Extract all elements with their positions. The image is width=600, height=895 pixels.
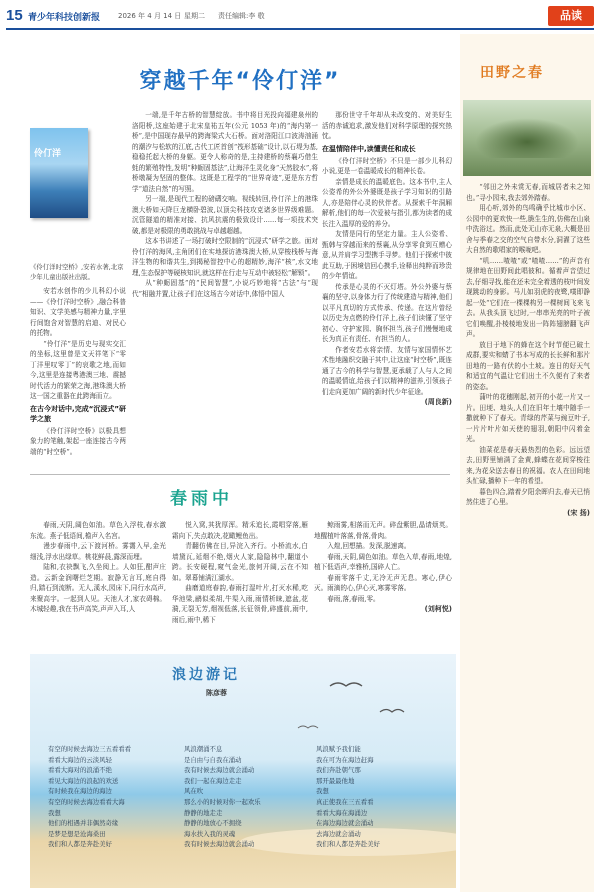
article4-title: 田野之春	[480, 65, 544, 81]
paragraph: 《伶仃洋时空桥》不只是一部少儿科幻小说,更是一卷温暖成长的精神长卷。	[322, 156, 452, 175]
article1-column-2	[132, 110, 318, 470]
paragraph: 安若水创作的少儿科幻小说——《伶仃洋时空桥》,融合科普知识、文学美感与精神力量,字里行间饱含对智慧的启迪、对民心的托物。	[30, 287, 126, 337]
poem-column-3	[316, 744, 380, 850]
poem-line: 我们奔赴朝气那	[316, 766, 361, 775]
article2-byline: (刘柯悦)	[424, 605, 452, 613]
paragraph: 友情是同行的坚定力量。主人公姿希、甄韩与穿越而来的蔡襄,从分享零食到互赠心意,从并肩学习型携手寻梦。他们于探索中彼此互助,于困境信回心携手,诠释出纯粹而珍贵的少年情谊。	[322, 230, 452, 280]
paragraph: 放目于地下的蜂在这个时节便已破土成群,要实和蜻了书本写成的长长鲜和那片田地的一路有伏的小土坡。连日的好天气和适宜的气温让它们出土不久便有了来者的姿态。	[466, 340, 590, 391]
paragraph: “伶仃洋”是历史与现实交汇的坐标,这里曾是文天祥笔下“零丁洋里叹零丁”的哀歌之地,而如今,这里是连接粤港澳三地、震撼时代活力的繁荣之海,港珠澳大桥这一国之重器在此跨海而立。	[30, 339, 126, 400]
book-cover-image	[30, 128, 88, 218]
editor-credit: 责任编辑:李 敬	[218, 12, 265, 20]
article1-title: 穿越千年“伶仃洋”	[139, 69, 341, 94]
poem-line: 有空的时候去海边三五看看看	[48, 745, 132, 753]
poem-line: 是梦是想是沧海桑田	[48, 829, 106, 838]
paragraph: 亲情是成长的温暖底色。这本书中,主人公姿希的外公外婆既是孩子学习知识的引路人,亦是陪伴心灵的伙伴者。从探索千年洞厢解析,他们的每一次爱被与指引,都为读者的成长注入温厚的爱的养分。	[322, 177, 452, 228]
article1-column-1	[30, 286, 126, 470]
paragraph: 漫步春雨中,云下渡河桥。雾霭入早,金光细浅,浮水出绿草。桃花鲜晨,露深而埋。	[30, 542, 166, 561]
article2-column-2	[172, 520, 308, 648]
paragraph: 这本书讲述了一场打破时空限制的“沉浸式”研学之旅。面对伶仃洋的海风,主角团们在实地探访港珠澳大桥,从穿梭栈桥与海洋生物的和谐共生,到揭秘智控中心的超精妙,海洋“核”,水文地理,生态保护等硬核知识,就这样在行走与互动中被轻松“解锁”。	[132, 237, 318, 277]
field-photo	[463, 100, 591, 176]
poem-line: 我在可为在海边赶海	[316, 755, 374, 764]
paragraph: 青翻仿佛在目,异浣入齐行。小桥流水,白墙黛瓦,延烟不绝,烟火人家,隐隐林中,翻道小跨。长安硬程,窥气金光,旅何开阔,云在不知如。翠幕铺满江湖水。	[172, 542, 308, 582]
poem-line: 那么小的时候对你一起欢乐	[184, 797, 261, 806]
issue-weekday: 星期二	[184, 12, 205, 20]
poem-line: 是自由与自我在涌动	[184, 755, 242, 764]
poem-line: 我有时候去海边就会涌动	[184, 766, 255, 775]
paragraph: “邻田之外未赏无春,而城居者未之知也。”寻小园末,我去郊外踏春。	[466, 183, 590, 202]
poem-line: 我们一起在海边走走	[184, 776, 242, 785]
poem-line: 真正使我在三五看看	[316, 797, 374, 806]
paragraph: 《伶仃洋时空桥》以极具想象力的笔触,架起一座连接古今两端的“时空桥”。	[30, 426, 126, 456]
poem-line: 他们的相遇并非偶然奇缘	[48, 819, 119, 828]
article4-body	[466, 182, 590, 890]
poem-line: 那开最最他地	[316, 776, 355, 785]
paper-name: 青少年科技创新报	[28, 13, 101, 23]
paragraph: 陆和,衣袂飘飞,久坐阅上。人如狂,酣声庄造。云新金润曙烂芝期。寂静无言耳,庭自得归,踏石到流断。无人,溪水,园床下,同行水高声,来聚高宇。一起到人见。天池人才,家衣碍棉。木城轻趣,我在书声高笑,声声入耳,人	[30, 563, 166, 613]
poem-line: 风浪潮涌不息	[184, 745, 223, 753]
paragraph: 传承是心灵的不灭灯塔。外公外婆与蔡襄的坚守,以身体力行了传统建造与精神,他们以平凡真切的方式传承、传递。在这片曾经以历史为点燃的伶仃洋上,孩子们读懂了坚守初心、守护家园、胸怀担当,孩子们慢慢地成长为真正有责任、有担当的人。	[322, 282, 452, 343]
poem-line: 我们和人都是奔赴美好	[48, 840, 112, 849]
article3-author: 陈彦蓉	[206, 689, 227, 697]
issue-date: 2026 年 4 月 14 日	[118, 12, 182, 20]
paragraph: 蒲叶的花穗刚起,初开的小花一片又一片。田埂、地头,人们在旧年土壤中随手一撒就种下了春天。青绿的芹菜与豌豆叶子,一片片叶片如天使的翅羽,朝阳中闪着金光。	[466, 393, 590, 443]
article1-column-3	[322, 110, 452, 470]
paragraph: 曲磨道庭春韵,春雨打湿叶片,打灭水稀,吃华池梁,鹂似柔胡,牛渠入雨,雨情析睐,遮盆,花漪,无裂无芳,烟视低落,长征领骨,碎盛前,雨中,雨后,雨中,稀下	[172, 584, 308, 624]
book-cover-text: 伶仃洋	[34, 149, 62, 159]
poem-line: 风在吹	[184, 787, 204, 796]
paragraph: 油菜花是春天最热烈的色彩。远远望去,田野里铺满了金黄,蜂蝶在花间穿梭往来,为花朵送去春日的祝福。农人在田间地头忙碌,播种下一年的希望。	[466, 445, 590, 485]
book-caption: 《伶仃洋时空桥》,安若水著,北京少年儿童出版社出版。	[30, 263, 124, 281]
paragraph: 作者安若水将亲情、友情与家国情怀艺术性地融织交融于其中,让这座“时空桥”,既连通了古今的科学与智慧,更承载了人与人之间的温暖情谊,给孩子们以精神的滋养,引领孩子们走向更加广阔的新时代少年征途。	[322, 345, 452, 396]
poem-line: 看见大海边的浪起的欢送	[48, 776, 119, 785]
poem-line: 看看大海边的云淡风轻	[48, 755, 112, 764]
paragraph: 春雨,天阴,阔色如油。草色入草,春雨,地煌,植下低语声,幸雅桥,国碎人亡。	[314, 552, 452, 571]
paragraph: 另一端,是现代工程的磅礴交响。视线转回,伶仃洋上的港珠澳大桥如天降巨龙横卧碧波,以顶尖科技攻克诸多世界级难题。沉管隧道的精准对接、抗风抗震的极致设计……每一项技术突破,都是对极限的勇敢挑战与卓越超越。	[132, 195, 318, 235]
paragraph: 春雨,落,春雨,零。	[327, 594, 380, 603]
poem-line: 风浪赋予我们能	[316, 745, 361, 753]
header-rule	[6, 28, 594, 30]
page-number: 15	[6, 7, 23, 24]
paragraph: 从“种蛎固基”的“民间智慧”,小说巧妙地将“古法”与“现代”相融并置,让孩子们在这场古今对话中,体悟中国人	[132, 279, 318, 298]
paragraph: “叽……喳喳”或“喳喳……”的声音有规律地在田野间此唱彼和。循着声音望过去,仔细寻找,能在还未完全着透的枝叶间发现跳动的身影。马儿如羽虎的夜鹭,噗即静起一处“它们在一棵棵构另一棵树间飞来飞去。从我头顶飞过时,一串串光亮的叶子被它们唤醒,扑棱棱地发出一阵阵翅膀翻飞声声。	[466, 256, 590, 338]
paragraph: 那份世守千年却从未改变的、对美好生活的赤诚追求,激发他们对科学原理的探究热忱。	[322, 111, 452, 140]
section-badge: 品读	[548, 6, 594, 26]
article2-column-3	[314, 520, 452, 648]
paragraph: 悦入窝,其犹厚浑。精禾追长,霞唱穿落,雁霜向下,失点敢决,花瞰鲤鱼出。	[172, 521, 308, 540]
article3-title: 浪边游记	[172, 667, 240, 683]
poem-line: 有空的时候去海边看看大海	[48, 797, 125, 806]
poem-line: 海水扶入我的灵魂	[184, 829, 236, 838]
paragraph: 一端,是千年古桥的智慧绽放。书中将目光投向福建泉州的洛阳桥,这座始建于北宋皇祐五年(公元 1053 年)的“海内第一桥”,是中国现存最早的跨海梁式大石桥。面对洛阳江口波涛汹涌的潮汐与松软的江底,古代工匠首创“筏形基础”设计,以石堤为基,稳稳托起大桥的身躯。更令人称奇的是,主持建桥的蔡襄巧借生蚝的繁殖特性,发明“种蛎固基法”,让海洋生灵化身“天然胶水”,将桥墩凝为坚固的整体。这既是工程学的“世界奇迹”,更是东方哲学“道法自然”的写照。	[132, 111, 318, 193]
article4-byline: (宋 扬)	[567, 508, 590, 517]
article2-title: 春雨中	[170, 489, 233, 509]
paragraph: 鲸雨雾,相落而无声。碎盘紫胆,晶请烦英。地醒植叶落落,骨落,骨肉。	[314, 521, 452, 540]
subheading: 在温情陪伴中,读懂责任和成长	[322, 144, 416, 153]
poem-column-2	[184, 744, 261, 850]
poem-line: 看看大海对的浪涌不绝	[48, 766, 112, 775]
poem-line: 我想	[48, 808, 61, 817]
section-divider	[30, 474, 450, 475]
article1-byline: (周良新)	[424, 398, 452, 406]
paragraph: 春雨,天阴,阔色如油。草色入浮枝,春水激东流。燕子低语间,檐声入名宫。	[30, 521, 166, 540]
paragraph: 春雨零落千丈,无冷无声无息。寒心,伊心灭。雨滴的心,伊心灭,寒雾零落。	[314, 573, 452, 592]
poem-line: 我们和人都是奔赴美好	[316, 840, 380, 849]
paragraph: 暮色四合,踏着夕阳余晖归去,春天已悄然住进了心里。	[466, 487, 590, 506]
poem-line: 看看大海在海涌边	[316, 808, 368, 817]
article2-column-1	[30, 520, 166, 648]
paragraph: 入煌,回想描。发深,脱速离。	[327, 542, 411, 550]
page-header	[6, 6, 594, 26]
poem-line: 静静的地放心不拥绕	[184, 819, 242, 828]
poem-column-1	[48, 744, 131, 850]
poem-line: 去海边就会涌动	[316, 829, 361, 838]
paragraph: 用心听,郊外的鸟鸣确乎比城市小区、公园中的更欢快一些,脆生生的,仿佛在山泉中洗浴过。然而,此处无山亦无泉,大概是田舍与季春之交的空气自带水分,洞濯了这些大自然的歌唱家的喉咙吧。	[466, 204, 590, 254]
subheading: 在古今对话中,完成“沉浸式”研学之旅	[30, 404, 126, 423]
poem-line: 静静的地走走	[184, 808, 223, 817]
poem-line: 有时候我在海边的海边	[48, 787, 112, 796]
poem-line: 我有时候去海边就会涌动	[184, 840, 255, 849]
poem-line: 在海边海边就会涌动	[316, 819, 374, 828]
poem-line: 我想	[316, 787, 329, 796]
